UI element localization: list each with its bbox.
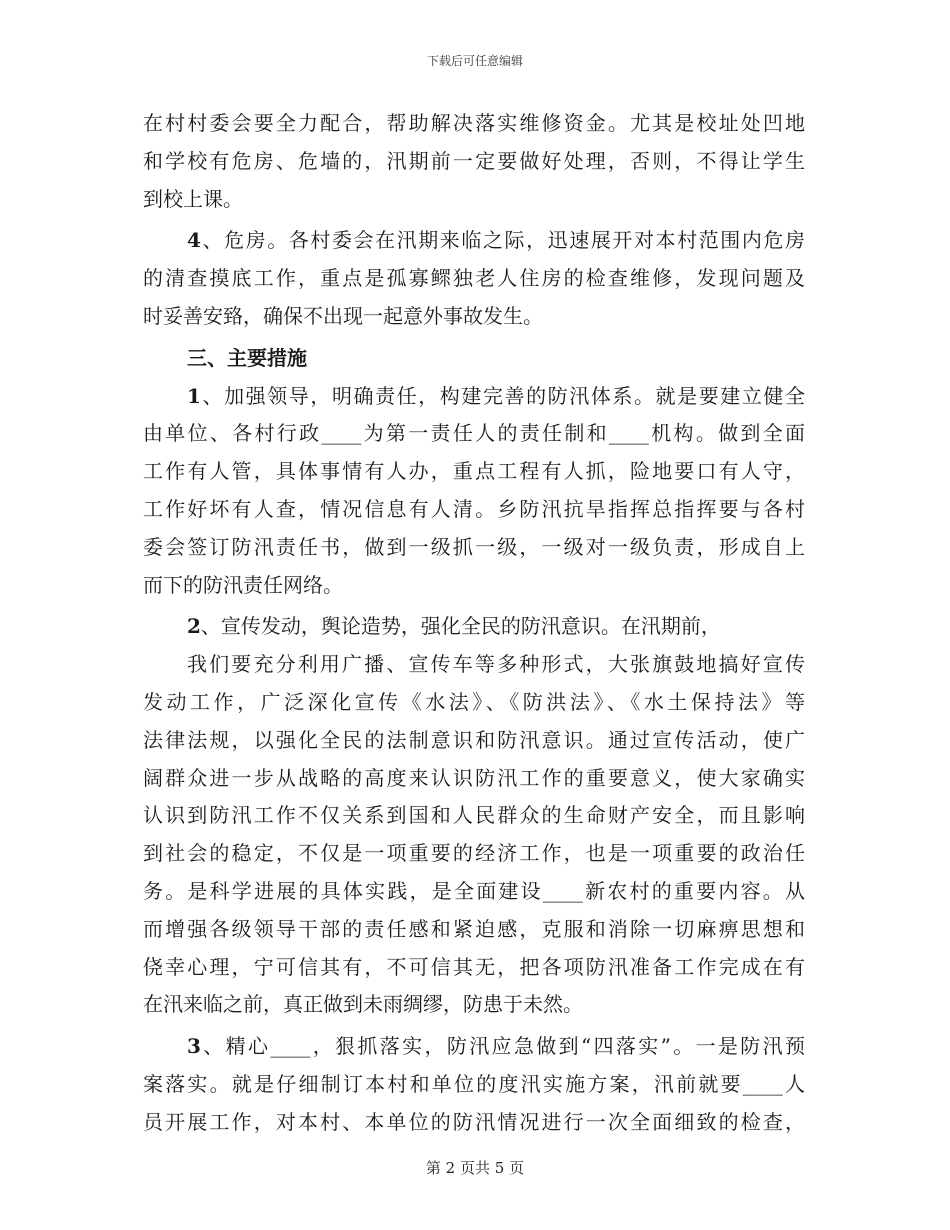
document-body bbox=[143, 105, 805, 1142]
text-line bbox=[143, 105, 805, 143]
text-line bbox=[143, 181, 805, 219]
text-line bbox=[143, 378, 805, 416]
text-line bbox=[143, 646, 805, 684]
text-line bbox=[143, 222, 805, 260]
text-line bbox=[143, 608, 805, 646]
line-text: 时妥善安臵，确保不出现一起意外事故发生。 bbox=[143, 303, 543, 328]
text-line bbox=[143, 1104, 805, 1142]
line-text: 认识到防汛工作不仅关系到国和人民群众的生命财产安全，而且影响 bbox=[143, 803, 805, 828]
line-text: 务。是科学进展的具体实践，是全面建设____新农村的重要内容。从 bbox=[143, 878, 805, 903]
page-footer: 第 2 页共 5 页 bbox=[425, 1159, 525, 1177]
text-line bbox=[143, 453, 805, 491]
line-text: 发动工作，广泛深化宣传《水法》、《防洪法》、《水土保持法》等 bbox=[143, 689, 805, 714]
line-text: 、加强领导，明确责任，构建完善的防汛体系。就是要建立健全 bbox=[200, 383, 805, 408]
line-text: 阔群众进一步从战略的高度来认识防汛工作的重要意义，使大家确实 bbox=[143, 765, 805, 790]
text-line bbox=[143, 684, 805, 722]
line-text: 由单位、各村行政____为第一责任人的责任制和____机构。做到全面 bbox=[143, 421, 805, 446]
text-line bbox=[143, 415, 805, 453]
page-header: 下载后可任意编辑 bbox=[426, 54, 523, 68]
line-text: 侥幸心理，宁可信其有，不可信其无，把各项防汛准备工作完成在有 bbox=[143, 954, 805, 979]
item-number: 4 bbox=[187, 228, 201, 253]
line-text: 在汛来临之前，真正做到未雨绸缪，防患于未然。 bbox=[143, 992, 583, 1017]
line-text: 的清查摸底工作，重点是孤寡鳏独老人住房的检查维修，发现问题及 bbox=[143, 266, 805, 291]
line-text: 案落实。就是仔细制订本村和单位的度汛实施方案，汛前就要____人 bbox=[143, 1071, 805, 1096]
text-line bbox=[143, 143, 805, 181]
text-line bbox=[143, 529, 805, 567]
text-line bbox=[143, 797, 805, 835]
item-number: 1 bbox=[187, 383, 201, 408]
text-line bbox=[143, 298, 805, 336]
line-text: 员开展工作，对本村、本单位的防汛情况进行一次全面细致的检查， bbox=[143, 1109, 805, 1134]
text-line bbox=[143, 911, 805, 949]
text-line bbox=[143, 722, 805, 760]
line-text: 、危房。各村委会在汛期来临之际，迅速展开对本村范围内危房 bbox=[200, 228, 805, 253]
text-line bbox=[143, 1028, 805, 1066]
line-text: 三、主要措施 bbox=[187, 345, 307, 370]
line-text: 委会签订防汛责任书，做到一级抓一级，一级对一级负责，形成自上 bbox=[143, 534, 805, 559]
text-line bbox=[143, 491, 805, 529]
line-text: 到社会的稳定，不仅是一项重要的经济工作，也是一项重要的政治任 bbox=[143, 841, 805, 866]
line-text: 法律法规，以强化全民的法制意识和防汛意识。通过宣传活动，使广 bbox=[143, 727, 805, 752]
item-number: 2 bbox=[187, 614, 201, 639]
text-line bbox=[143, 835, 805, 873]
text-line bbox=[143, 873, 805, 911]
section-heading bbox=[143, 340, 805, 378]
text-line bbox=[143, 986, 805, 1024]
line-text: 、宣传发动，舆论造势，强化全民的防汛意识。在汛期前， bbox=[200, 614, 721, 639]
line-text: 我们要充分利用广播、宣传车等多种形式，大张旗鼓地搞好宣传 bbox=[187, 652, 805, 677]
text-line bbox=[143, 949, 805, 987]
text-line bbox=[143, 1066, 805, 1104]
item-number: 3 bbox=[187, 1034, 201, 1059]
line-text: 而增强各级领导干部的责任感和紧迫感，克服和消除一切麻痹思想和 bbox=[143, 916, 805, 941]
line-text: 在村村委会要全力配合，帮助解决落实维修资金。尤其是校址处凹地 bbox=[143, 111, 805, 135]
line-text: 、精心____，狠抓落实，防汛应急做到“四落实”。一是防汛预 bbox=[200, 1034, 805, 1059]
line-text: 而下的防汛责任网络。 bbox=[143, 572, 343, 597]
text-line bbox=[143, 760, 805, 798]
line-text: 到校上课。 bbox=[143, 186, 243, 211]
text-line bbox=[143, 260, 805, 298]
line-text: 工作好坏有人查，情况信息有人清。乡防汛抗旱指挥总指挥要与各村 bbox=[143, 496, 805, 521]
line-text: 和学校有危房、危墙的，汛期前一定要做好处理，否则，不得让学生 bbox=[143, 148, 805, 173]
text-line bbox=[143, 567, 805, 605]
line-text: 工作有人管，具体事情有人办，重点工程有人抓，险地要口有人守， bbox=[143, 459, 805, 484]
